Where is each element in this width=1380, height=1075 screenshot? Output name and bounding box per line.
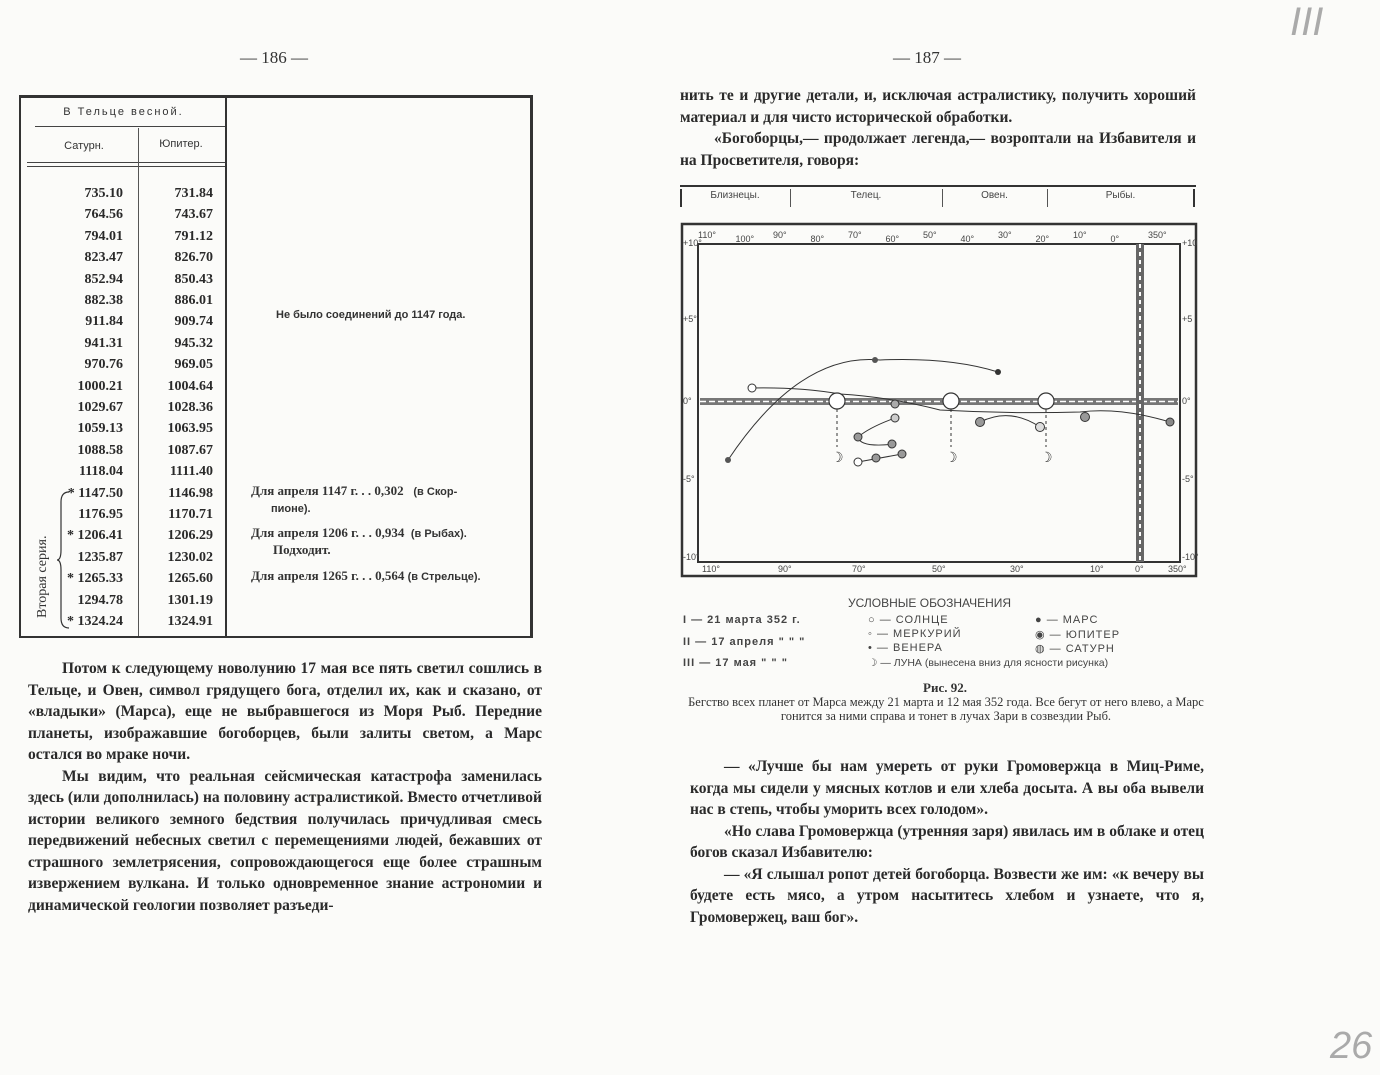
jupiter-value: 1170.71 bbox=[168, 507, 213, 522]
legend-glyph-icon: ☽ bbox=[868, 657, 881, 669]
mercury-marker-III bbox=[888, 440, 896, 448]
top-tick-label: 350° bbox=[1148, 230, 1167, 240]
page-number-left: — 186 — bbox=[240, 48, 308, 67]
zodiac-pisces: Рыбы. bbox=[1105, 190, 1136, 201]
jupiter-value: 886.01 bbox=[174, 293, 213, 308]
venus-marker-III bbox=[748, 384, 756, 392]
top-tick-label: 60° bbox=[885, 234, 900, 244]
top-tick-label: 50° bbox=[923, 230, 937, 240]
right-tick-label: -10° bbox=[1182, 552, 1199, 562]
saturn-value: 1059.13 bbox=[77, 421, 123, 437]
bottom-tick-label: 10° bbox=[1090, 564, 1104, 574]
jupiter-value: 1111.40 bbox=[169, 464, 213, 480]
sun-marker-I bbox=[1038, 393, 1054, 409]
legend-date-1: I — 21 марта 352 г. bbox=[683, 614, 801, 626]
top-tick-label: 70° bbox=[848, 230, 862, 240]
top-tick-label: 20° bbox=[1035, 234, 1050, 244]
saturn-value: 1235.87 bbox=[77, 549, 123, 565]
top-tick-label: 100° bbox=[735, 234, 755, 244]
venus-marker-II bbox=[891, 400, 899, 408]
legend-label: — МАРС bbox=[1046, 614, 1099, 626]
jupiter-marker-III bbox=[976, 418, 985, 427]
right-tick-label: +10 bbox=[1182, 238, 1198, 248]
table-note-1147 bbox=[251, 483, 457, 517]
bottom-axis-ticks bbox=[702, 564, 1187, 574]
saturn-value: 1088.58 bbox=[77, 442, 123, 458]
legend-date-2: II — 17 апреля " " " bbox=[683, 636, 806, 648]
margin-mark-bottom: 26 bbox=[1330, 1025, 1373, 1067]
saturn-value: 794.01 bbox=[84, 228, 123, 244]
note-extra: (в Стрельце). bbox=[407, 571, 481, 583]
mars-marker-III bbox=[725, 457, 731, 463]
top-tick-label: 80° bbox=[810, 234, 825, 244]
zodiac-aries: Овен. bbox=[981, 190, 1008, 201]
bottom-tick-label: 90° bbox=[778, 564, 792, 574]
figure-caption: Бегство всех планет от Марса между 21 марта и 12 мая 352 года. Все бегут от него влево, а Марс гонится за ними справа и тонет в лучах Зари в созвездии Рыб. bbox=[688, 695, 1204, 723]
saturn-value: 911.84 bbox=[85, 314, 123, 330]
table-note-1265 bbox=[251, 568, 481, 585]
margin-mark-top: III bbox=[1290, 0, 1324, 44]
jupiter-value: 945.32 bbox=[174, 335, 213, 351]
jupiter-value: 909.74 bbox=[174, 314, 213, 330]
mars-path bbox=[728, 359, 998, 460]
saturn-value: 1029.67 bbox=[77, 400, 123, 415]
legend-label: — МЕРКУРИЙ bbox=[876, 628, 962, 640]
zodiac-taurus: Телец. bbox=[850, 190, 882, 201]
legend-label: — ЛУНА (вынесена вниз для ясности рисунка) bbox=[880, 657, 1109, 669]
paragraph: — «Лучше бы нам умереть от руки Громовержца в Миц-Риме, когда мы сидели у мясных котлов и ели хлеба досыта. А вы оба вывели нас в степь, чтобы уморить всех голодом». bbox=[690, 758, 1204, 818]
legend-glyph-icon: • bbox=[868, 642, 877, 654]
legend-symbol-item bbox=[1035, 628, 1120, 641]
zodiac-gemini: Близнецы. bbox=[710, 190, 760, 201]
saturn-value: 735.10 bbox=[84, 186, 123, 201]
jupiter-value: 826.70 bbox=[174, 250, 213, 266]
saturn-value: 1118.04 bbox=[79, 464, 123, 480]
legend-symbol-item bbox=[868, 642, 943, 654]
top-tick-label: 90° bbox=[773, 230, 787, 240]
conjunction-table bbox=[19, 95, 533, 638]
right-tick-label: -5° bbox=[1182, 474, 1194, 484]
saturn-value: 823.47 bbox=[84, 250, 123, 266]
series-brace bbox=[57, 490, 71, 630]
paragraph: Потом к следующему новолунию 17 мая все пять светил сошлись в Тельце, и Овен, символ грядущего бога, отделил их, как и сказано, от «владыки» (Марса), еще не выбравшегося из Моря Рыб. Передние планеты, изображавшие богоборцев, были залиты светом, а Марс остался во мраке ночи. bbox=[28, 660, 542, 763]
sun-marker-III bbox=[829, 393, 845, 409]
jupiter-value: 1230.02 bbox=[167, 549, 213, 565]
legend-glyph-icon: ○ bbox=[868, 614, 880, 626]
jupiter-value: 1206.29 bbox=[167, 528, 213, 544]
note-text: Для апреля 1206 г. . . 0,934 bbox=[251, 525, 405, 540]
legend-symbol-item bbox=[868, 614, 949, 626]
legend-date-3: III — 17 мая " " " bbox=[683, 657, 788, 669]
jupiter-marker-I bbox=[1036, 423, 1045, 432]
saturn-value: 1176.95 bbox=[78, 507, 123, 522]
right-tick-label: +5 bbox=[1182, 314, 1193, 324]
top-tick-label: 0° bbox=[1110, 234, 1120, 244]
saturn-value: * 1324.24 bbox=[67, 614, 123, 629]
jupiter-value: 1028.36 bbox=[167, 400, 213, 415]
figure-label: Рис. 92. bbox=[923, 680, 967, 695]
note-continuation: Подходит. bbox=[273, 542, 331, 557]
top-tick-label: 110° bbox=[698, 230, 716, 240]
moon-marker-II: ☽ bbox=[945, 450, 958, 466]
table-note-1206 bbox=[251, 525, 467, 557]
legend-title: УСЛОВНЫЕ ОБОЗНАЧЕНИЯ bbox=[848, 596, 1012, 610]
jupiter-marker-II bbox=[1081, 413, 1090, 422]
mercury-marker-II bbox=[854, 433, 862, 441]
paragraph: «Но слава Громовержца (утренняя заря) явилась им в облаке и отец богов сказал Избавителю: bbox=[690, 822, 1204, 861]
note-text: Для апреля 1265 г. . . 0,564 bbox=[251, 568, 405, 583]
left-tick-label: +10° bbox=[683, 238, 702, 248]
top-tick-label: 10° bbox=[1073, 230, 1087, 240]
left-tick-label: 0° bbox=[683, 396, 692, 406]
legend-label: — САТУРН bbox=[1049, 643, 1115, 655]
saturn-value: 941.31 bbox=[84, 335, 123, 351]
legend-label: — ВЕНЕРА bbox=[876, 642, 943, 654]
note-extra: (в Скор- bbox=[413, 486, 458, 498]
top-axis-ticks bbox=[698, 230, 1167, 244]
right-body-text-bottom bbox=[690, 756, 1204, 928]
venus-marker-I bbox=[1166, 418, 1174, 426]
jupiter-value: 1301.19 bbox=[167, 592, 213, 608]
bottom-tick-label: 50° bbox=[932, 564, 946, 574]
jupiter-value: 743.67 bbox=[174, 207, 213, 223]
sun-marker-II bbox=[943, 393, 959, 409]
saturn-value: 882.38 bbox=[84, 293, 123, 308]
bottom-tick-label: 110° bbox=[702, 564, 720, 574]
jupiter-value: 1265.60 bbox=[167, 571, 213, 587]
legend-glyph-icon: ◦ bbox=[868, 628, 877, 640]
bottom-tick-label: 350° bbox=[1168, 564, 1187, 574]
jupiter-value: 850.43 bbox=[174, 271, 213, 287]
right-body-text-top bbox=[680, 85, 1196, 171]
note-extra: (в Рыбах). bbox=[410, 528, 467, 540]
left-body-text bbox=[28, 658, 542, 916]
planet-motion-figure bbox=[680, 222, 1200, 582]
jupiter-value: 1087.67 bbox=[167, 442, 213, 458]
saturn-marker-III bbox=[898, 450, 906, 458]
paragraph: «Богоборцы,— продолжает легенда,— возроптали на Избавителя и на Просветителя, говоря: bbox=[680, 130, 1196, 169]
left-tick-label: -10° bbox=[683, 552, 700, 562]
no-conjunction-note: Не было соединений до 1147 года. bbox=[276, 309, 466, 321]
legend-glyph-icon: ● bbox=[1035, 614, 1047, 626]
zodiac-header bbox=[680, 185, 1196, 209]
top-tick-label: 40° bbox=[960, 234, 975, 244]
jupiter-value: 969.05 bbox=[174, 357, 213, 373]
legend-label: — СОЛНЦЕ bbox=[879, 614, 949, 626]
jupiter-value: 1146.98 bbox=[168, 485, 213, 501]
paragraph: нить те и другие детали, и, исключая астралистику, получить хороший материал и для чисто исторической обработки. bbox=[680, 87, 1196, 126]
saturn-value: * 1206.41 bbox=[67, 528, 123, 544]
legend-symbol-item bbox=[868, 657, 1108, 669]
bottom-tick-label: 0° bbox=[1135, 564, 1144, 574]
right-tick-label: 0° bbox=[1182, 396, 1191, 406]
left-tick-label: -5° bbox=[683, 474, 695, 484]
column-header-jupiter: Юпитер. bbox=[159, 138, 203, 150]
jupiter-value: 1324.91 bbox=[167, 614, 213, 629]
legend-glyph-icon: ◉ bbox=[1035, 629, 1050, 641]
saturn-marker-I bbox=[872, 454, 880, 462]
bottom-tick-label: 70° bbox=[852, 564, 866, 574]
saturn-value: 970.76 bbox=[84, 357, 123, 373]
saturn-value: 1000.21 bbox=[77, 378, 123, 394]
page-number-right: — 187 — bbox=[893, 48, 961, 67]
moon-marker-I: ☽ bbox=[1040, 450, 1053, 466]
table-group-header: В Тельце весной. bbox=[63, 106, 184, 118]
left-tick-label: +5° bbox=[683, 314, 697, 324]
saturn-marker-V bbox=[854, 458, 862, 466]
jupiter-path bbox=[980, 416, 1040, 427]
saturn-value: * 1147.50 bbox=[67, 485, 123, 501]
column-header-saturn: Сатурн. bbox=[64, 140, 104, 152]
equinox-band bbox=[1136, 244, 1144, 562]
paragraph: — «Я слышал ропот детей богоборца. Возвести же им: «к вечеру вы будете есть мясо, а утром насытитесь хлебом и узнаете, что я, Громовержец, ваш бог». bbox=[690, 865, 1204, 926]
mars-marker-I bbox=[995, 369, 1001, 375]
jupiter-value: 1004.64 bbox=[167, 378, 213, 394]
jupiter-value: 1063.95 bbox=[167, 421, 213, 437]
saturn-value: 852.94 bbox=[84, 271, 123, 287]
mercury-marker-I bbox=[891, 414, 899, 422]
left-axis-ticks bbox=[683, 238, 702, 562]
moon-marker-III: ☽ bbox=[831, 450, 844, 466]
series-label: Вторая серия. bbox=[35, 535, 50, 618]
jupiter-value: 791.12 bbox=[174, 228, 213, 244]
paragraph: Мы видим, что реальная сейсмическая катастрофа заменилась здесь (или дополнилась) на половину астралистикой. Вместо отчетливой истории великого земного бедствия получилась причудливая смесь передвижений небесных светил с перемещениями людей, бежавших от страшного землетрясения, сопровождающегося еще более страшным извержением вулкана. И только одновременное знание астрономии и динамической геологии позволяет разъеди- bbox=[28, 767, 542, 914]
legend-label: — ЮПИТЕР bbox=[1049, 629, 1121, 641]
note-continuation: пионе). bbox=[271, 503, 311, 515]
saturn-value: 1294.78 bbox=[77, 592, 123, 608]
legend-symbol-item bbox=[1035, 614, 1098, 626]
top-tick-label: 30° bbox=[998, 230, 1012, 240]
legend-glyph-icon: ◍ bbox=[1035, 643, 1050, 655]
bottom-tick-label: 30° bbox=[1010, 564, 1024, 574]
jupiter-value: 731.84 bbox=[174, 186, 213, 201]
saturn-value: * 1265.33 bbox=[67, 571, 123, 587]
legend-symbol-item bbox=[1035, 642, 1115, 655]
note-text: Для апреля 1147 г. . . 0,302 bbox=[251, 483, 404, 498]
legend-symbol-item bbox=[868, 628, 962, 640]
mars-marker-II bbox=[872, 357, 878, 363]
saturn-value: 764.56 bbox=[84, 207, 123, 223]
